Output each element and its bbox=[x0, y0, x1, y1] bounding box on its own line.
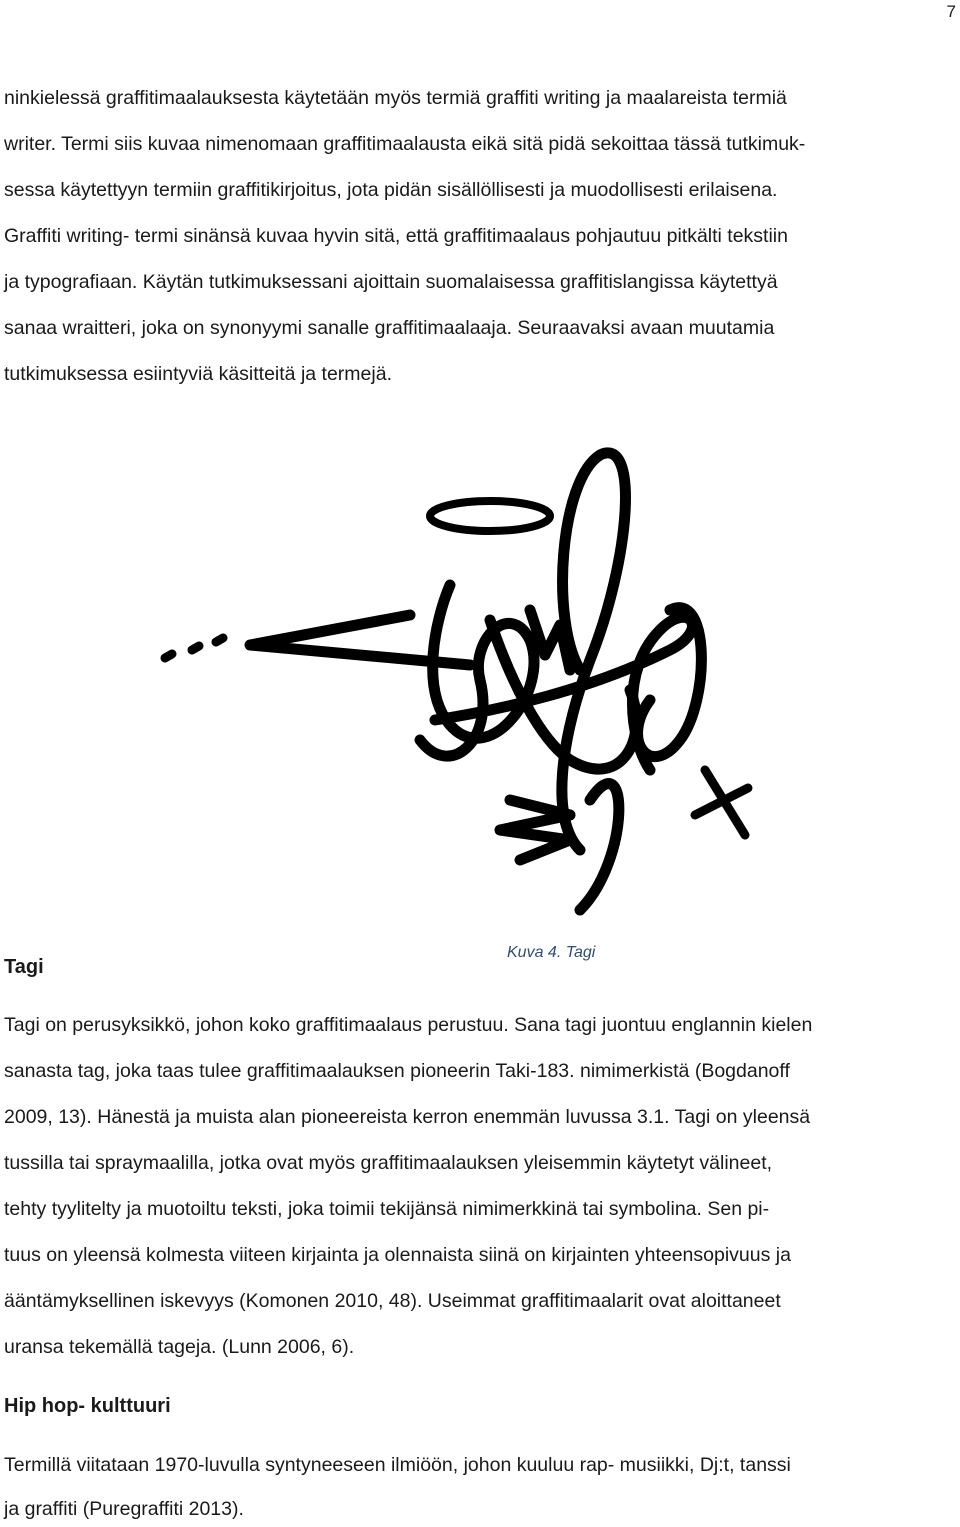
text-line: Termillä viitataan 1970-luvulla syntyneeseen ilmiöön, johon kuuluu rap- musiikki, Dj:t, tanssi bbox=[4, 1454, 791, 1476]
text-line: tuus on yleensä kolmesta viiteen kirjainta ja olennaista siinä on kirjainten yhteensopivuus ja bbox=[4, 1244, 791, 1266]
text-line: tutkimuksessa esiintyviä käsitteitä ja termejä. bbox=[4, 363, 392, 385]
text-line: tussilla tai spraymaalilla, jotka ovat myös graffitimaalauksen yleisemmin käytetyt välineet, bbox=[4, 1152, 773, 1174]
section-heading-tagi: Tagi bbox=[4, 956, 44, 978]
text-line: tehty tyylitelty ja muotoiltu teksti, joka toimii tekijänsä nimimerkkinä tai symbolina. Sen pi- bbox=[4, 1198, 770, 1220]
text-line: 2009, 13). Hänestä ja muista alan pioneereista kerron enemmän luvussa 3.1. Tagi on yleensä bbox=[4, 1106, 811, 1128]
text-line: ja typografiaan. Käytän tutkimuksessani ajoittain suomalaisessa graffitislangissa käytettyä bbox=[4, 271, 778, 293]
page-number: 7 bbox=[946, 2, 956, 21]
text-line: ninkielessä graffitimaalauksesta käytetään myös termiä graffiti writing ja maalareista termiä bbox=[4, 87, 787, 109]
text-line: writer. Termi siis kuvaa nimenomaan graffitimaalausta eikä sitä pidä sekoittaa tässä tutkimuk- bbox=[4, 133, 806, 155]
text-line: sanaa wraitteri, joka on synonyymi sanalle graffitimaalaaja. Seuraavaksi avaan muutamia bbox=[4, 317, 775, 339]
text-line: Tagi on perusyksikkö, johon koko graffitimaalaus perustuu. Sana tagi juontuu englannin kielen bbox=[4, 1014, 813, 1036]
graffiti-tag-image bbox=[150, 440, 790, 930]
text-line: uransa tekemällä tageja. (Lunn 2006, 6). bbox=[4, 1336, 355, 1358]
text-line: ja graffiti (Puregraffiti 2013). bbox=[4, 1498, 244, 1520]
section-heading-hiphop: Hip hop- kulttuuri bbox=[4, 1395, 171, 1417]
text-line: sanasta tag, joka taas tulee graffitimaalauksen pioneerin Taki-183. nimimerkistä (Bogdanoff bbox=[4, 1060, 790, 1082]
figure-caption: Kuva 4. Tagi bbox=[507, 944, 596, 961]
text-line: sessa käytettyyn termiin graffitikirjoitus, jota pidän sisällöllisesti ja muodollisesti erilaisena. bbox=[4, 179, 778, 201]
text-line: Graffiti writing- termi sinänsä kuvaa hyvin sitä, että graffitimaalaus pohjautuu pitkälti tekstiin bbox=[4, 225, 788, 247]
text-line: ääntämyksellinen iskevyys (Komonen 2010, 48). Useimmat graffitimaalarit ovat aloittaneet bbox=[4, 1290, 781, 1312]
